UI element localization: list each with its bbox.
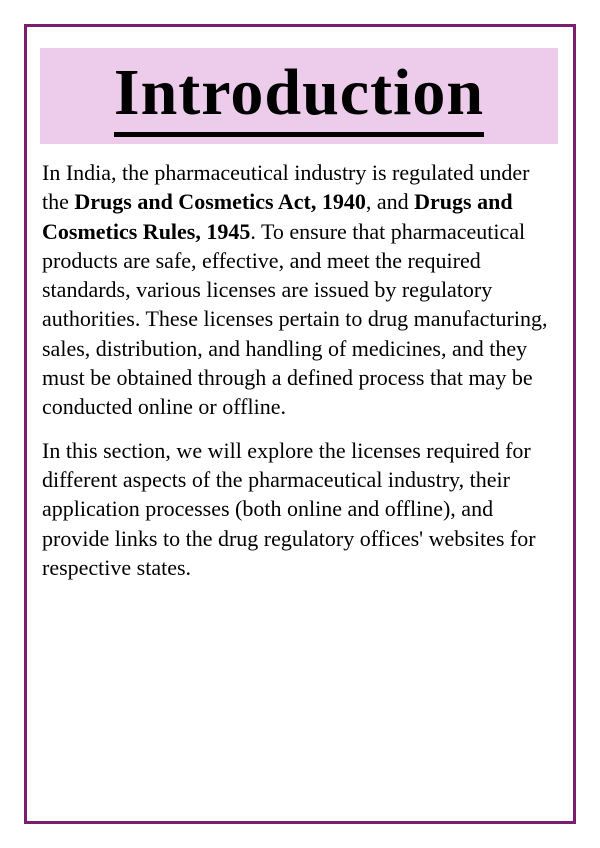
intro-text-2: , and [365, 189, 415, 215]
section-overview-paragraph: In this section, we will explore the licenses required for different aspects of the pharmaceutical industry, their application processes (both online and offline), and provide links to the drug regulatory offices' websites for respective states. [42, 437, 536, 580]
intro-text-3: . To ensure that pharmaceutical products are safe, effective, and meet the required standards, various licenses are issued by regulatory authorities. These licenses pertain to drug manufacturing, sales, distribution, and handling of medicines, and they must be obtained through a defined process that may be conducted online or offline. [42, 218, 548, 420]
page-title: Introduction [114, 54, 484, 137]
act-name: Drugs and Cosmetics Act, 1940 [74, 189, 366, 215]
rules-name: Drugs and Cosmetics Rules, 1945 [42, 189, 513, 244]
title-banner [40, 48, 558, 144]
intro-text-1: In India, the pharmaceutical industry is regulated under the [42, 160, 530, 215]
intro-paragraph [42, 158, 558, 422]
body-content [42, 158, 558, 596]
